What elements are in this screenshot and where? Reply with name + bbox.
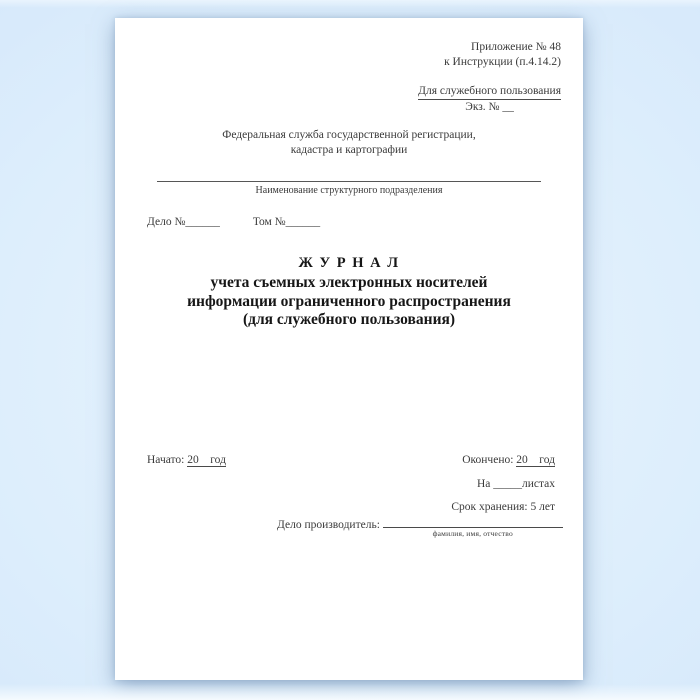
started-label: Начато: <box>147 454 185 466</box>
retention-field: Срок хранения: 5 лет <box>451 501 555 513</box>
sheets-field: На _____листах <box>476 477 555 490</box>
case-number-field: Дело №______ <box>147 216 220 228</box>
agency-name-block <box>115 128 583 158</box>
document-title <box>115 254 583 330</box>
keeper-label: Дело производитель: <box>277 519 380 531</box>
finished-label: Окончено: <box>462 454 514 466</box>
finished-value: 20 год <box>516 454 555 466</box>
restriction-block <box>418 81 561 115</box>
structural-unit-block <box>157 181 541 197</box>
started-value: 20 год <box>187 454 226 466</box>
restriction-stamp: Для служебного пользования <box>418 84 561 100</box>
agency-name-line1: Федеральная служба государственной регистрации, <box>222 129 476 141</box>
instruction-reference: к Инструкции (п.4.14.2) <box>444 56 561 68</box>
volume-number-field: Том №______ <box>252 216 321 228</box>
finished-field <box>451 453 555 468</box>
annex-number: Приложение № 48 <box>471 41 561 53</box>
title-line2: учета съемных электронных носителей <box>210 274 488 291</box>
keeper-fill-line <box>383 515 563 538</box>
case-volume-row <box>147 216 320 228</box>
unit-caption: Наименование структурного подразделения <box>255 185 443 196</box>
keeper-field <box>277 515 563 538</box>
keeper-caption: фамилия, имя, отчество <box>432 529 513 538</box>
agency-name-line2: кадастра и картографии <box>290 144 408 156</box>
title-journal: Ж У Р Н А Л <box>298 255 400 271</box>
journal-cover-page <box>115 18 583 680</box>
title-line4: (для служебного пользования) <box>242 311 456 328</box>
started-field <box>147 454 226 466</box>
footer-right-column <box>451 453 555 524</box>
annex-block <box>418 40 561 115</box>
title-line3: информации ограниченного распространения <box>187 292 511 310</box>
unit-fill-line <box>157 181 541 182</box>
copy-number: Экз. № __ <box>465 101 514 113</box>
